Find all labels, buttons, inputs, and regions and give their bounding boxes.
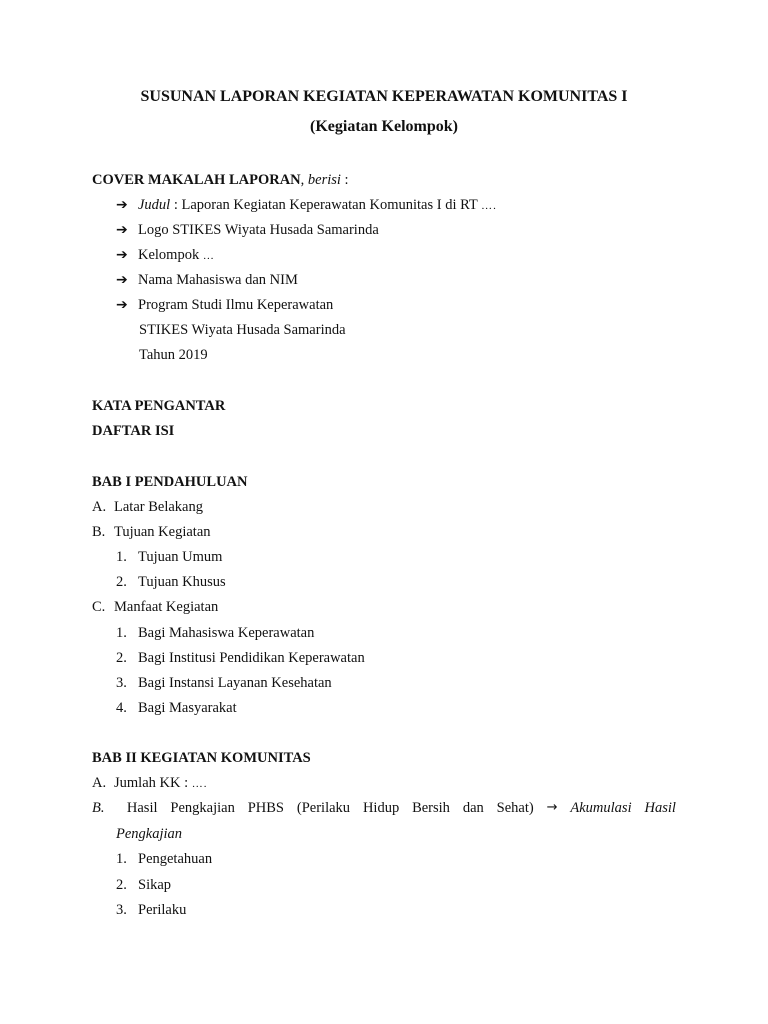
arrow-right-icon: ➔ [116, 272, 128, 288]
cover-item: ➔ Nama Mahasiswa dan NIM [116, 272, 298, 288]
arrow-right-icon: ➔ [116, 297, 128, 313]
sub-list-item: 1. Tujuan Umum [116, 549, 223, 565]
kata-pengantar-heading: KATA PENGANTAR [92, 398, 226, 414]
cover-item: ➔ Logo STIKES Wiyata Husada Samarinda [116, 222, 379, 238]
list-item: C. Manfaat Kegiatan [92, 599, 219, 615]
sub-list-item: 2. Tujuan Khusus [116, 574, 226, 590]
arrow-right-icon: ➔ [116, 197, 128, 213]
sub-list-item: 3. Perilaku [116, 902, 187, 918]
arrow-right-icon: ➔ [116, 247, 128, 263]
arrow-right-icon: ➔ [116, 222, 128, 238]
cover-item: ➔ Kelompok … [116, 247, 215, 263]
cover-item: ➔ Program Studi Ilmu Keperawatan [116, 297, 334, 313]
document-title: SUSUNAN LAPORAN KEGIATAN KEPERAWATAN KOMUNITAS I [140, 88, 628, 105]
cover-item: ➔ Judul : Laporan Kegiatan Keperawatan Komunitas I di RT …. [116, 197, 497, 213]
arrow-right-icon: → [546, 800, 558, 815]
bab2-heading: BAB II KEGIATAN KOMUNITAS [92, 750, 311, 766]
cover-continuation: STIKES Wiyata Husada Samarinda [139, 322, 346, 338]
sub-list-item: 3. Bagi Instansi Layanan Kesehatan [116, 675, 332, 691]
list-item: B. Tujuan Kegiatan [92, 524, 211, 540]
cover-continuation: Tahun 2019 [139, 347, 208, 363]
sub-list-item: 2. Sikap [116, 877, 172, 893]
list-item-continuation: Pengkajian [116, 826, 183, 842]
document-subtitle: (Kegiatan Kelompok) [310, 118, 458, 135]
sub-list-item: 1. Bagi Mahasiswa Keperawatan [116, 625, 315, 641]
sub-list-item: 1. Pengetahuan [116, 851, 213, 867]
cover-heading: COVER MAKALAH LAPORAN, berisi : [92, 172, 349, 188]
list-item: A. Latar Belakang [92, 499, 203, 515]
list-item-justified [92, 800, 676, 817]
list-item: A. Jumlah KK : …. [92, 775, 208, 791]
justified-words: B. Hasil Pengkajian PHBS (Perilaku Hidup Bersih dan Sehat) → Akumulasi Hasil [92, 800, 676, 816]
bab1-heading: BAB I PENDAHULUAN [92, 474, 248, 490]
sub-list-item: 4. Bagi Masyarakat [116, 700, 237, 716]
sub-list-item: 2. Bagi Institusi Pendidikan Keperawatan [116, 650, 365, 666]
daftar-isi-heading: DAFTAR ISI [92, 423, 175, 439]
